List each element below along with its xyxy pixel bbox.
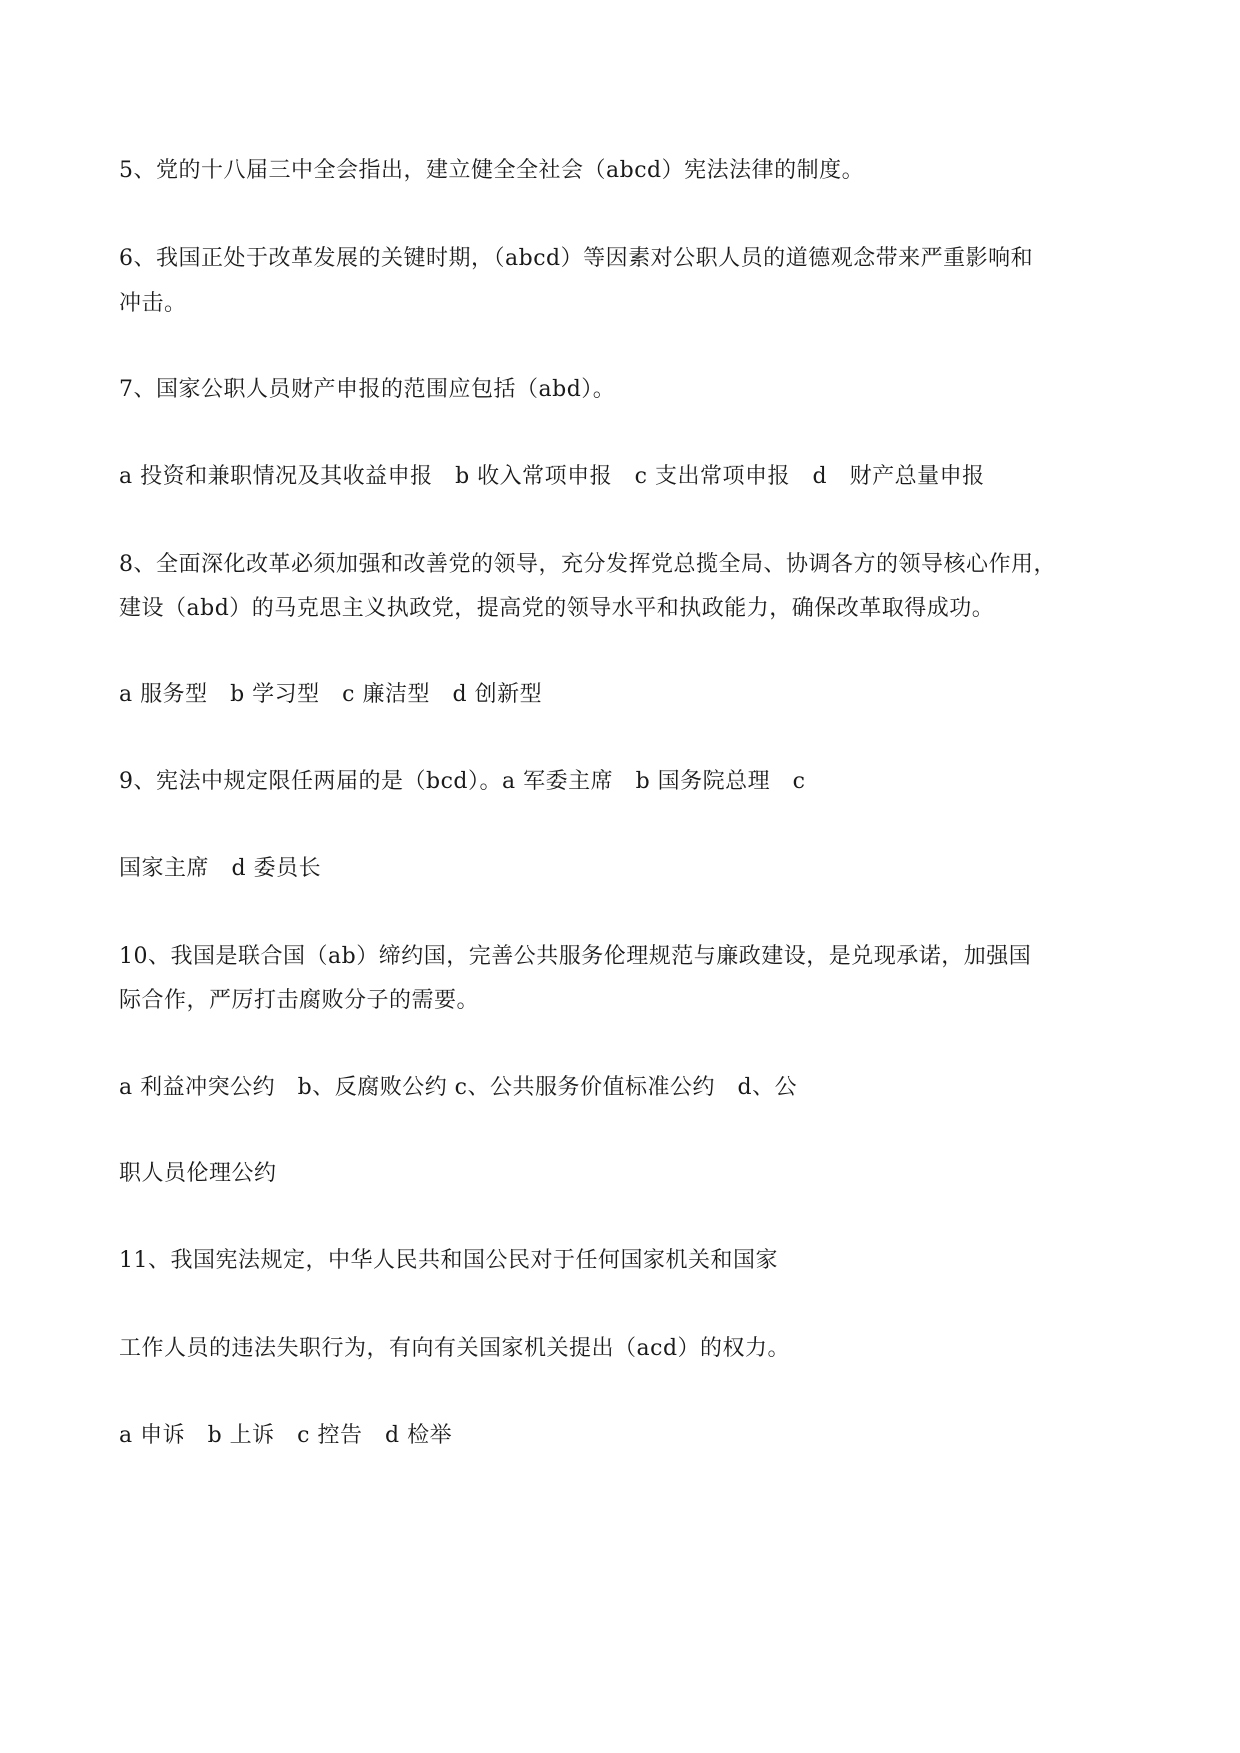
question-11-text-line-1: 11、我国宪法规定，中华人民共和国公民对于任何国家机关和国家	[119, 1248, 778, 1273]
question-8-text-line-1: 8、全面深化改革必须加强和改善党的领导，充分发挥党总揽全局、协调各方的领导核心作用，	[119, 552, 1057, 577]
question-10-options: a 利益冲突公约 b、反腐败公约 c、公共服务价值标准公约 d、公	[119, 1075, 798, 1100]
question-7-text: 7、国家公职人员财产申报的范围应包括（abd）。	[119, 377, 616, 402]
question-7-options: a 投资和兼职情况及其收益申报 b 收入常项申报 c 支出常项申报 d 财产总量申报	[119, 464, 985, 489]
question-9-options-continued: 国家主席 d 委员长	[119, 856, 322, 881]
question-10-text-line-1: 10、我国是联合国（ab）缔约国，完善公共服务伦理规范与廉政建设，是兑现承诺，加强国	[119, 944, 1032, 969]
question-6-text-line-1: 6、我国正处于改革发展的关键时期，（abcd）等因素对公职人员的道德观念带来严重影响和	[119, 246, 1034, 271]
question-9-text: 9、宪法中规定限任两届的是（bcd）。a 军委主席 b 国务院总理 c	[119, 769, 806, 794]
question-8-text-line-2: 建设（abd）的马克思主义执政党，提高党的领导水平和执政能力，确保改革取得成功。	[119, 596, 995, 621]
question-8-options: a 服务型 b 学习型 c 廉洁型 d 创新型	[119, 682, 543, 707]
question-10-options-continued: 职人员伦理公约	[119, 1161, 277, 1186]
question-11-text-line-2: 工作人员的违法失职行为，有向有关国家机关提出（acd）的权力。	[119, 1336, 791, 1361]
question-11-options: a 申诉 b 上诉 c 控告 d 检举	[119, 1423, 453, 1448]
question-6-text-line-2: 冲击。	[119, 291, 187, 316]
question-10-text-line-2: 际合作，严厉打击腐败分子的需要。	[119, 988, 480, 1013]
question-5-text: 5、党的十八届三中全会指出，建立健全全社会（abcd）宪法法律的制度。	[119, 158, 865, 183]
